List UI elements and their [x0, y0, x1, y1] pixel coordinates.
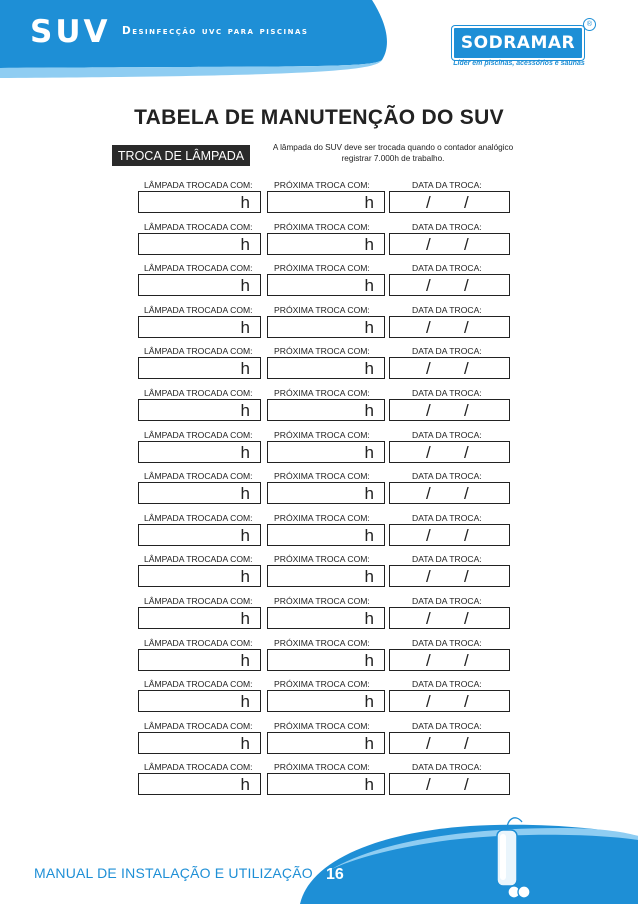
replacement-date-label: DATA DA TROCA: — [412, 679, 482, 690]
table-row — [138, 638, 510, 680]
replacement-date-label: DATA DA TROCA: — [412, 471, 482, 482]
date-separator: / — [464, 359, 469, 379]
hours-unit: h — [364, 401, 374, 420]
table-row — [138, 679, 510, 721]
section-label: TROCA DE LÂMPADA — [112, 145, 250, 166]
lamp-replaced-label: LÂMPADA TROCADA COM: — [144, 596, 253, 606]
table-row — [138, 513, 510, 555]
registered-mark: ® — [583, 18, 596, 31]
replacement-date-field[interactable] — [389, 649, 510, 671]
replacement-date-label: DATA DA TROCA: — [412, 221, 482, 232]
date-separator: / — [464, 317, 469, 337]
lamp-replaced-hours-field[interactable] — [138, 690, 261, 712]
next-replacement-hours-field[interactable] — [267, 732, 385, 754]
next-replacement-label: PRÓXIMA TROCA COM: — [274, 679, 370, 690]
table-row — [138, 263, 510, 305]
next-replacement-label: PRÓXIMA TROCA COM: — [274, 596, 370, 606]
lamp-replaced-hours-field[interactable] — [138, 357, 261, 379]
hours-unit: h — [364, 733, 374, 753]
next-replacement-label: PRÓXIMA TROCA COM: — [274, 388, 370, 398]
hours-unit: h — [240, 193, 250, 212]
table-row — [138, 222, 510, 264]
next-replacement-label: PRÓXIMA TROCA COM: — [274, 471, 370, 482]
lamp-replaced-label: LÂMPADA TROCADA COM: — [144, 180, 253, 190]
table-row — [138, 180, 510, 222]
footer-title: MANUAL DE INSTALAÇÃO E UTILIZAÇÃO — [34, 865, 313, 881]
next-replacement-hours-field[interactable] — [267, 441, 385, 463]
date-separator: / — [426, 234, 431, 254]
replacement-date-field[interactable] — [389, 233, 510, 255]
date-separator: / — [464, 442, 469, 462]
lamp-replaced-hours-field[interactable] — [138, 773, 261, 795]
date-separator: / — [426, 317, 431, 337]
lamp-replaced-hours-field[interactable] — [138, 233, 261, 255]
date-separator: / — [426, 442, 431, 462]
next-replacement-hours-field[interactable] — [267, 607, 385, 629]
header-subtitle: Desinfecção uvc para piscinas — [122, 25, 309, 37]
lamp-replaced-hours-field[interactable] — [138, 565, 261, 587]
replacement-date-field[interactable] — [389, 565, 510, 587]
date-separator: / — [464, 525, 469, 545]
next-replacement-hours-field[interactable] — [267, 357, 385, 379]
lamp-replaced-label: LÂMPADA TROCADA COM: — [144, 471, 253, 482]
replacement-date-label: DATA DA TROCA: — [412, 637, 482, 648]
date-separator: / — [464, 234, 469, 254]
replacement-date-label: DATA DA TROCA: — [412, 720, 482, 731]
date-separator: / — [426, 692, 431, 712]
date-separator: / — [426, 276, 431, 296]
lamp-replaced-label: LÂMPADA TROCADA COM: — [144, 388, 253, 398]
hours-unit: h — [364, 484, 374, 504]
next-replacement-label: PRÓXIMA TROCA COM: — [274, 762, 370, 773]
date-separator: / — [426, 775, 431, 795]
lamp-replaced-hours-field[interactable] — [138, 274, 261, 296]
date-separator: / — [426, 359, 431, 379]
date-separator: / — [464, 276, 469, 296]
replacement-date-field[interactable] — [389, 690, 510, 712]
next-replacement-hours-field[interactable] — [267, 565, 385, 587]
hours-unit: h — [364, 609, 374, 628]
next-replacement-hours-field[interactable] — [267, 649, 385, 671]
lamp-replaced-hours-field[interactable] — [138, 441, 261, 463]
replacement-date-label: DATA DA TROCA: — [412, 554, 482, 565]
table-row — [138, 596, 510, 638]
next-replacement-hours-field[interactable] — [267, 233, 385, 255]
lamp-replaced-hours-field[interactable] — [138, 607, 261, 629]
hours-unit: h — [364, 650, 374, 670]
next-replacement-hours-field[interactable] — [267, 773, 385, 795]
next-replacement-label: PRÓXIMA TROCA COM: — [274, 180, 370, 190]
footer-wave — [0, 810, 638, 904]
date-separator: / — [464, 484, 469, 504]
hours-unit: h — [364, 359, 374, 379]
replacement-date-label: DATA DA TROCA: — [412, 596, 482, 606]
replacement-date-field[interactable] — [389, 607, 510, 629]
hours-unit: h — [240, 775, 250, 795]
lamp-replaced-label: LÂMPADA TROCADA COM: — [144, 304, 253, 315]
hours-unit: h — [240, 401, 250, 420]
lamp-replaced-label: LÂMPADA TROCADA COM: — [144, 346, 253, 357]
hours-unit: h — [240, 525, 250, 545]
date-separator: / — [464, 692, 469, 712]
lamp-replaced-hours-field[interactable] — [138, 732, 261, 754]
hours-unit: h — [364, 276, 374, 296]
hours-unit: h — [364, 525, 374, 545]
lamp-replaced-hours-field[interactable] — [138, 191, 261, 213]
date-separator: / — [464, 775, 469, 795]
date-separator: / — [464, 567, 469, 587]
hours-unit: h — [240, 317, 250, 337]
brand-logo: SODRAMAR — [452, 26, 584, 60]
next-replacement-label: PRÓXIMA TROCA COM: — [274, 346, 370, 357]
date-separator: / — [464, 193, 469, 212]
replacement-note: A lâmpada do SUV deve ser trocada quando o contador analógico registrar 7.000h de trabalho. — [272, 143, 514, 163]
table-row — [138, 430, 510, 472]
date-separator: / — [426, 733, 431, 753]
date-separator: / — [426, 193, 431, 212]
lamp-replaced-hours-field[interactable] — [138, 399, 261, 421]
replacement-date-field[interactable] — [389, 441, 510, 463]
replacement-date-field[interactable] — [389, 191, 510, 213]
replacement-date-field[interactable] — [389, 524, 510, 546]
table-row — [138, 762, 510, 804]
hours-unit: h — [364, 567, 374, 587]
hours-unit: h — [240, 692, 250, 712]
brand-tagline: Líder em piscinas, acessórios e saunas — [453, 60, 585, 67]
lamp-replaced-hours-field[interactable] — [138, 482, 261, 504]
hours-unit: h — [364, 442, 374, 462]
next-replacement-label: PRÓXIMA TROCA COM: — [274, 720, 370, 731]
hours-unit: h — [240, 650, 250, 670]
hours-unit: h — [364, 193, 374, 212]
replacement-date-label: DATA DA TROCA: — [412, 304, 482, 315]
replacement-date-field[interactable] — [389, 773, 510, 795]
date-separator: / — [464, 650, 469, 670]
replacement-date-label: DATA DA TROCA: — [412, 388, 482, 398]
date-separator: / — [464, 609, 469, 628]
next-replacement-hours-field[interactable] — [267, 316, 385, 338]
lamp-replaced-label: LÂMPADA TROCADA COM: — [144, 554, 253, 565]
next-replacement-hours-field[interactable] — [267, 274, 385, 296]
lamp-replaced-label: LÂMPADA TROCADA COM: — [144, 512, 253, 523]
date-separator: / — [426, 650, 431, 670]
replacement-date-field[interactable] — [389, 482, 510, 504]
next-replacement-hours-field[interactable] — [267, 524, 385, 546]
hours-unit: h — [240, 276, 250, 296]
date-separator: / — [426, 484, 431, 504]
lamp-replaced-label: LÂMPADA TROCADA COM: — [144, 263, 253, 274]
hours-unit: h — [240, 234, 250, 254]
next-replacement-label: PRÓXIMA TROCA COM: — [274, 554, 370, 565]
next-replacement-hours-field[interactable] — [267, 191, 385, 213]
replacement-date-label: DATA DA TROCA: — [412, 512, 482, 523]
page-number: 16 — [326, 866, 344, 883]
replacement-date-field[interactable] — [389, 274, 510, 296]
replacement-date-label: DATA DA TROCA: — [412, 346, 482, 357]
lamp-replaced-label: LÂMPADA TROCADA COM: — [144, 429, 253, 440]
date-separator: / — [464, 733, 469, 753]
hours-unit: h — [240, 733, 250, 753]
replacement-date-label: DATA DA TROCA: — [412, 429, 482, 440]
hours-unit: h — [364, 317, 374, 337]
date-separator: / — [426, 525, 431, 545]
hours-unit: h — [240, 567, 250, 587]
next-replacement-label: PRÓXIMA TROCA COM: — [274, 304, 370, 315]
replacement-date-field[interactable] — [389, 357, 510, 379]
hours-unit: h — [364, 234, 374, 254]
lamp-replaced-hours-field[interactable] — [138, 524, 261, 546]
table-row — [138, 388, 510, 430]
hours-unit: h — [240, 359, 250, 379]
hours-unit: h — [364, 775, 374, 795]
hours-unit: h — [364, 692, 374, 712]
lamp-replaced-hours-field[interactable] — [138, 316, 261, 338]
hours-unit: h — [240, 484, 250, 504]
suv-logo: SUV — [30, 14, 111, 50]
date-separator: / — [426, 567, 431, 587]
table-row — [138, 721, 510, 763]
table-row — [138, 471, 510, 513]
table-row — [138, 346, 510, 388]
table-row — [138, 554, 510, 596]
next-replacement-label: PRÓXIMA TROCA COM: — [274, 263, 370, 274]
date-separator: / — [464, 401, 469, 420]
lamp-replaced-label: LÂMPADA TROCADA COM: — [144, 720, 253, 731]
next-replacement-hours-field[interactable] — [267, 482, 385, 504]
replacement-date-label: DATA DA TROCA: — [412, 263, 482, 274]
lamp-replaced-label: LÂMPADA TROCADA COM: — [144, 637, 253, 648]
replacement-date-field[interactable] — [389, 316, 510, 338]
date-separator: / — [426, 609, 431, 628]
replacement-date-label: DATA DA TROCA: — [412, 180, 482, 190]
replacement-date-field[interactable] — [389, 399, 510, 421]
next-replacement-hours-field[interactable] — [267, 399, 385, 421]
page-title: TABELA DE MANUTENÇÃO DO SUV — [134, 106, 504, 129]
hours-unit: h — [240, 442, 250, 462]
next-replacement-label: PRÓXIMA TROCA COM: — [274, 637, 370, 648]
next-replacement-label: PRÓXIMA TROCA COM: — [274, 512, 370, 523]
next-replacement-label: PRÓXIMA TROCA COM: — [274, 221, 370, 232]
lamp-replaced-hours-field[interactable] — [138, 649, 261, 671]
replacement-date-label: DATA DA TROCA: — [412, 762, 482, 773]
lamp-replaced-label: LÂMPADA TROCADA COM: — [144, 679, 253, 690]
table-row — [138, 305, 510, 347]
replacement-date-field[interactable] — [389, 732, 510, 754]
lamp-replaced-label: LÂMPADA TROCADA COM: — [144, 221, 253, 232]
hours-unit: h — [240, 609, 250, 628]
date-separator: / — [426, 401, 431, 420]
next-replacement-hours-field[interactable] — [267, 690, 385, 712]
next-replacement-label: PRÓXIMA TROCA COM: — [274, 429, 370, 440]
lamp-replaced-label: LÂMPADA TROCADA COM: — [144, 762, 253, 773]
